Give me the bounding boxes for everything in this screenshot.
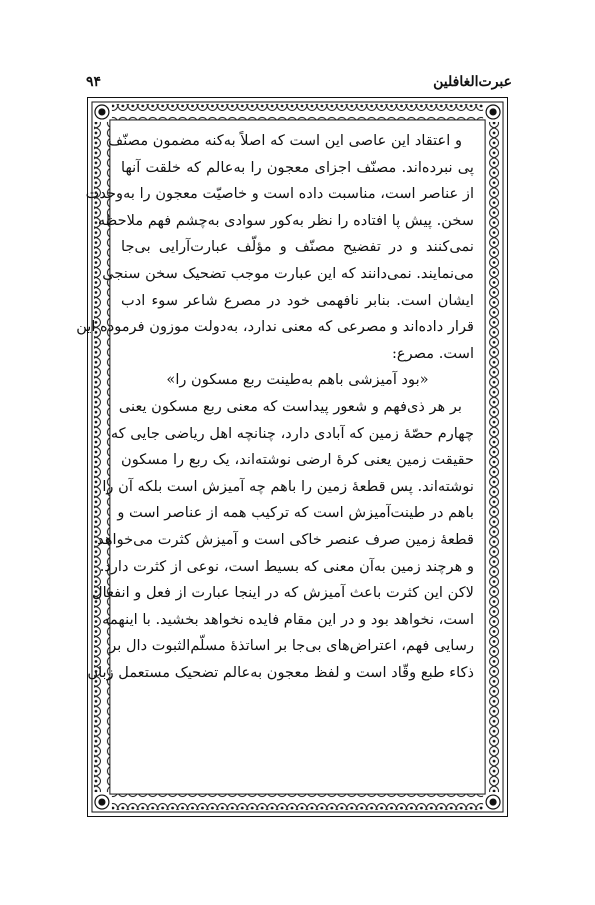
verse-line: «بود آمیزشی باهم به‌طینت ربع مسکون را» [166,371,429,389]
page-header [84,74,512,96]
text-line: از عناصر است، مناسبت داده است و خاصیّت معجون را به‌وحدت [85,185,474,203]
text-line: ایشان است. بنابر نافهمی خود در مصرع شاعر سوء ادب [121,291,474,309]
text-line: سخن. پیش پا افتاده را نظر به‌کور سوادی به‌چشم فهم ملاحظه [97,211,474,229]
text-line: است. مصرع: [391,344,474,362]
text-line: نوشته‌اند. پس قطعهٔ زمین را باهم چه آمیزش است بلکه آن را [102,477,474,495]
text-line: ذکاء طبع وقّاد است و لفظ معجون به‌عالم تضحیک مستعمل زبان [87,663,474,681]
text-line: بر هر ذی‌فهم و شعور پیداست که معنی ربع مسکون یعنی [118,397,462,415]
text-line: قرار داده‌اند و مصرعی که معنی ندارد، به‌دولت موزون فرموده این [76,318,474,336]
text-line: است، نخواهد بود و در این مقام فایده نخواهد بخشید. با اینهمه [102,610,474,628]
ornamental-frame [76,97,508,817]
text-line: می‌نمایند. نمی‌دانند که این عبارت موجب تضحیک سخن سنجی [102,264,474,282]
text-line: پی نبرده‌اند. مصنّف اجزای معجون را به‌عالم که خلقت آنها [121,158,474,176]
text-line: قطعهٔ زمین صرف عنصر خاکی است و آمیزش کثرت می‌خواهد [97,530,474,548]
text-line: و هرچند زمین به‌آن معنی که بسیط است، نوعی از کثرت دارد. [99,557,474,575]
text-line: چهارم حصّهٔ زمین که آبادی دارد، چنانچه اهل ریاضی جایی که [110,424,474,442]
running-title: عبرت‌الغافلین [433,74,512,90]
text-line: و اعتقاد این عاصی این است که اصلاً به‌کنه مضمون مصنّف [108,132,462,149]
page-number: ۹۴ [86,74,102,90]
text-line: لاکن این کثرت باعث آمیزش که در اینجا عبارت از فعل و انفعال [92,584,474,602]
text-line: باهم در طینت‌آمیزش است که ترکیب همه از عناصر است و [117,504,474,522]
text-line: نمی‌کنند و در تفضیح مصنّف و مؤلّف عبارت‌آرایی بی‌جا [121,238,474,256]
body-text [76,128,474,686]
text-line: رسایی فهم، اعتراض‌های بی‌جا بر اساتذهٔ مسلّم‌الثبوت دال بر [109,637,474,655]
text-line: حقیقت زمین یعنی کرهٔ ارضی نوشته‌اند، یک ربع را مسکون [121,451,474,469]
